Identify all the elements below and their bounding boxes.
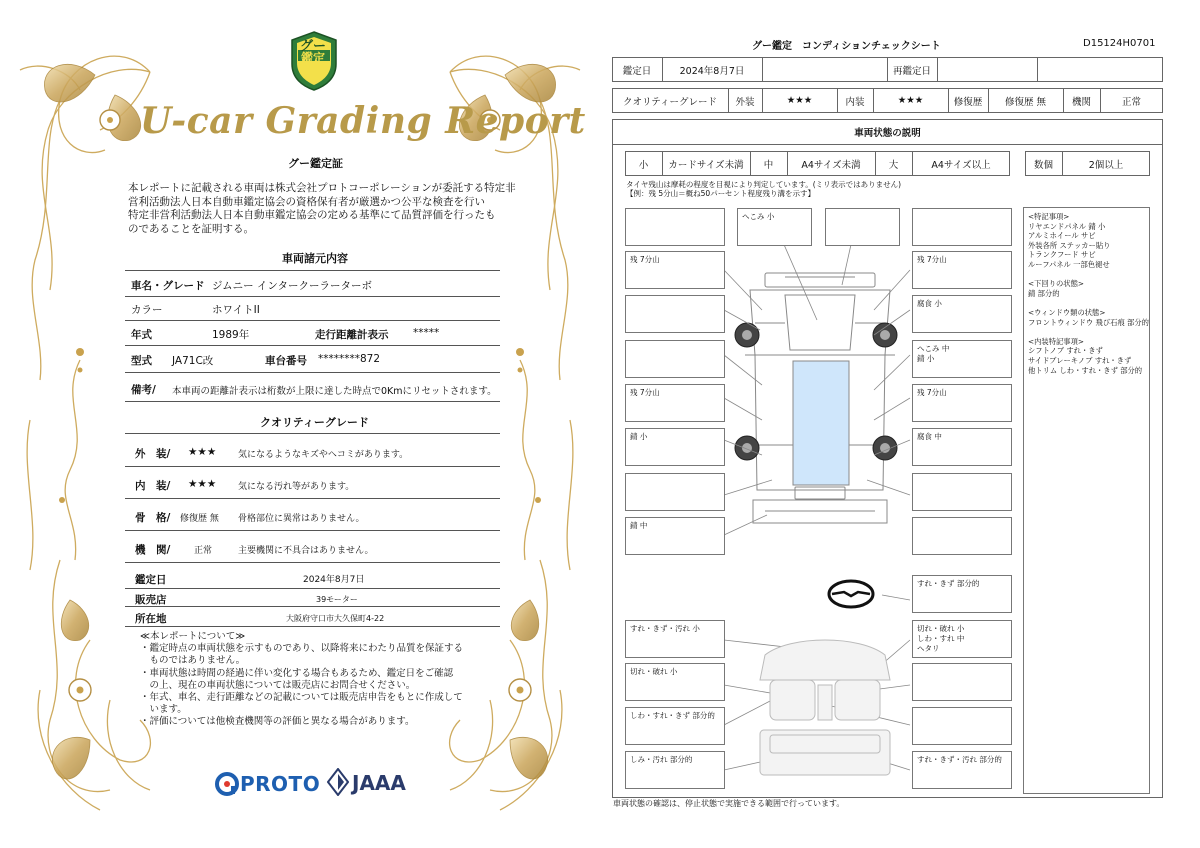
exterior-panel-right-text: 腐食 小	[917, 299, 942, 308]
reappraisal-label: 再鑑定日	[892, 65, 931, 77]
condition-heading: 車両状態の説明	[854, 127, 921, 139]
proto-logo-icon	[215, 772, 239, 796]
exterior-panel-right-2	[912, 251, 1012, 289]
exterior-panel-left-text: 錆 小	[630, 432, 648, 441]
tire-note-2: 【例：残 5分山＝概ね50パーセント程度残り溝を示す】	[626, 189, 816, 198]
appraisal-date-label: 鑑定日	[135, 574, 167, 586]
special-note-line: <ウィンドウ類の状態>	[1028, 307, 1106, 317]
about-item: ・評価については他検査機関等の評価と異なる場合があります。	[140, 716, 415, 728]
engine-value: 正常	[1121, 96, 1141, 108]
goo-kantei-badge	[286, 30, 342, 92]
report-title: U-car Grading Report	[140, 100, 586, 142]
exterior-panel-left-4	[625, 340, 725, 378]
about-item: ・車両状態は時間の経過に伴い変化する場合もあるため、鑑定日をご確認	[140, 667, 454, 679]
special-note-line: フロントウィンドウ 飛び石痕 部分的	[1028, 317, 1149, 327]
badge-top-text: グー	[300, 39, 327, 54]
repair-value: 修復歴 無	[1004, 96, 1047, 108]
grade-label: クオリティーグレード	[622, 96, 718, 108]
exterior-panel-left-2	[625, 251, 725, 289]
special-note-line: シフトノブ すれ・きず	[1028, 346, 1103, 356]
legend-desc-large: A4サイズ以上	[931, 159, 991, 171]
legend-size-small: 小	[638, 159, 649, 171]
special-note-line: サイドブレーキノブ すれ・きず	[1028, 355, 1132, 365]
quality-desc-exterior: 気になるようなキズやヘコミがあります。	[238, 450, 409, 460]
remarks-label: 備考/	[131, 384, 156, 396]
quality-value-interior: ★★★	[188, 478, 217, 490]
interior-panel-right-text: すれ・きず・汚れ 部分的	[917, 755, 1002, 764]
certificate-line: 営利活動法人日本自動車鑑定協会の資格保有者が厳選かつ公平な検査を行い	[128, 195, 485, 208]
quality-value-frame: 修復歴 無	[180, 514, 219, 524]
about-item: います。	[140, 704, 187, 716]
quality-label-exterior: 外 装/	[135, 448, 171, 460]
quality-label-frame: 骨 格/	[135, 512, 171, 524]
special-note-line	[1028, 270, 1149, 280]
about-item: の上、現在の車両状態については販売店にお問合せください。	[140, 679, 416, 691]
name-value: ジムニー インタークーラーターボ	[212, 280, 372, 292]
about-item: ・鑑定時点の車両状態を示すものであり、以降将来にわたり品質を保証する	[140, 643, 464, 655]
special-note-line: <下回りの状態>	[1028, 279, 1085, 289]
repair-label: 修復歴	[953, 96, 983, 108]
name-label: 車名・グレード	[131, 280, 205, 292]
quality-value-exterior: ★★★	[188, 446, 217, 458]
special-note-line: リヤエンドパネル 錆 小	[1028, 221, 1106, 231]
legend-size-medium: 中	[763, 159, 774, 171]
engine-label: 機関	[1071, 96, 1091, 108]
interior-panel-right-1	[912, 620, 1012, 658]
interior-panel-left-1	[625, 620, 725, 658]
about-report	[140, 631, 463, 729]
special-note-line: <特記事項>	[1028, 212, 1070, 221]
sheet-footer: 車両状態の確認は、停止状態で実施できる範囲で行っています。	[613, 799, 845, 808]
special-note-line: <内装特記事項>	[1028, 336, 1085, 346]
document-id: D15124H0701	[1083, 38, 1156, 49]
jaaa-logo-icon	[327, 768, 349, 796]
interior-panel-left-3	[625, 707, 725, 745]
exterior-panel-right-text: 残 7分山	[917, 255, 947, 264]
model-value: JA71C改	[172, 355, 214, 367]
exterior-panel-left-8	[625, 517, 725, 555]
address-value: 大阪府守口市大久保町4-22	[286, 614, 385, 623]
exterior-panel-right-1	[912, 208, 1012, 246]
about-item: ものではありません。	[140, 655, 246, 667]
special-note-line: ルーフパネル 一部色褪せ	[1028, 259, 1110, 269]
exterior-panel-right-4	[912, 340, 1012, 378]
special-note-line	[1028, 327, 1149, 337]
exterior-panel-left-text: 錆 中	[630, 521, 648, 530]
specs-heading: 車両諸元内容	[282, 252, 348, 265]
certificate-line: 本レポートに記載される車両は株式会社プロトコーポレーションが委託する特定非	[128, 182, 516, 194]
special-note-line: 外装各所 ステッカー貼り	[1028, 240, 1111, 250]
year-label: 年式	[131, 329, 152, 341]
interior-panel-right-text: 切れ・破れ 小 しわ・すれ 中 へタリ	[917, 624, 965, 653]
date-value: 2024年8月7日	[679, 65, 745, 77]
appraisal-date-value: 2024年8月7日	[303, 575, 365, 585]
interior-panel-left-text: しみ・汚れ 部分的	[630, 755, 693, 764]
chassis-value: ********872	[318, 353, 381, 365]
special-note-line: アルミホイール サビ	[1028, 231, 1096, 241]
exterior-panel-top-right	[825, 208, 900, 246]
badge-bottom-text: 鑑定	[301, 51, 326, 65]
color-label: カラー	[131, 304, 163, 316]
count-label: 数個	[1033, 159, 1053, 171]
chassis-label: 車台番号	[265, 355, 307, 367]
about-item: ・年式、車名、走行距離などの記載については販売店申告をもとに作成して	[140, 692, 463, 704]
certificate-line: 特定非営利活動法人日本自動車鑑定協会の定める基準にて品質評価を行ったも	[128, 209, 496, 221]
shop-label: 販売店	[135, 594, 167, 606]
about-heading: ≪本レポートについて≫	[140, 631, 246, 642]
special-note-line: トランクフード サビ	[1028, 250, 1096, 260]
interior-panel-right-3	[912, 707, 1012, 745]
interior-panel-left-text: すれ・きず・汚れ 小	[630, 624, 700, 633]
shop-value: 39モーター	[316, 595, 358, 604]
interior-value: ★★★	[897, 95, 924, 106]
date-label: 鑑定日	[622, 65, 652, 77]
jaaa-logo-text: JAAA	[352, 771, 406, 795]
exterior-panel-left-text: 残 7分山	[630, 388, 660, 397]
proto-logo-text: PROTO	[240, 772, 321, 796]
certificate-heading: グー鑑定証	[288, 157, 343, 170]
exterior-panel-right-8	[912, 517, 1012, 555]
exterior-panel-right-3	[912, 295, 1012, 333]
exterior-panel-left-7	[625, 473, 725, 511]
special-note-line	[1028, 298, 1149, 308]
interior-label: 内装	[845, 96, 865, 108]
exterior-panel-left-6	[625, 428, 725, 466]
exterior-panel-left-1	[625, 208, 725, 246]
remarks-value: 本車両の距離計表示は桁数が上限に達した時点で0Kmにリセットされます。	[172, 386, 497, 397]
year-value: 1989年	[212, 329, 250, 341]
legend-desc-medium: A4サイズ未満	[801, 159, 861, 171]
exterior-value: ★★★	[786, 95, 813, 106]
quality-desc-frame: 骨格部位に異常はありません。	[238, 514, 365, 524]
car-interior-diagram	[750, 635, 900, 785]
exterior-label: 外装	[735, 96, 755, 108]
special-note-line: 他トリム しわ・すれ・きず 部分的	[1028, 365, 1143, 375]
mileage-label: 走行距離計表示	[315, 329, 389, 341]
quality-heading: クオリティーグレード	[260, 416, 369, 429]
sheet-title: グー鑑定 コンディションチェックシート	[752, 41, 941, 52]
special-note-line: 錆 部分的	[1028, 288, 1060, 298]
quality-value-engine: 正常	[194, 546, 213, 556]
exterior-panel-right-text: へこみ 中 錆 小	[917, 344, 950, 363]
exterior-panel-left-text: 残 7分山	[630, 255, 660, 264]
quality-label-engine: 機 関/	[135, 544, 171, 556]
steering-note-panel	[912, 575, 1012, 613]
quality-label-interior: 内 装/	[135, 480, 171, 492]
exterior-panel-right-text: 残 7分山	[917, 388, 947, 397]
exterior-panel-left-5	[625, 384, 725, 422]
interior-panel-right-2	[912, 663, 1012, 701]
interior-panel-left-2	[625, 663, 725, 701]
exterior-panel-left-3	[625, 295, 725, 333]
interior-panel-left-text: しわ・すれ・きず 部分的	[630, 711, 715, 720]
interior-panel-left-4	[625, 751, 725, 789]
exterior-panel-right-7	[912, 473, 1012, 511]
legend-size-large: 大	[888, 159, 899, 171]
exterior-panel-right-5	[912, 384, 1012, 422]
quality-desc-interior: 気になる汚れ等があります。	[238, 482, 355, 492]
exterior-panel-text: へこみ 小	[742, 212, 775, 221]
exterior-panel-right-6	[912, 428, 1012, 466]
certificate-line: のであることを証明する。	[128, 222, 254, 235]
exterior-panel-top-left	[737, 208, 812, 246]
interior-panel-left-text: 切れ・破れ 小	[630, 667, 678, 676]
special-notes-box	[1023, 207, 1150, 794]
quality-desc-engine: 主要機関に不具合はありません。	[238, 546, 374, 556]
exterior-panel-right-text: 腐食 中	[917, 432, 942, 441]
steering-wheel-icon	[826, 578, 876, 610]
steering-note-text: すれ・きず 部分的	[917, 579, 980, 588]
legend-desc-small: カードサイズ未満	[668, 159, 744, 171]
address-label: 所在地	[135, 613, 167, 625]
interior-panel-right-4	[912, 751, 1012, 789]
certificate-body	[128, 182, 516, 236]
count-value: 2個以上	[1088, 159, 1124, 171]
tire-note-1: タイヤ残山は摩耗の程度を目視により判定しています。(ミリ表示ではありません)	[626, 180, 902, 189]
color-value: ホワイトII	[212, 304, 260, 316]
model-label: 型式	[131, 355, 152, 367]
mileage-value: *****	[413, 327, 440, 339]
